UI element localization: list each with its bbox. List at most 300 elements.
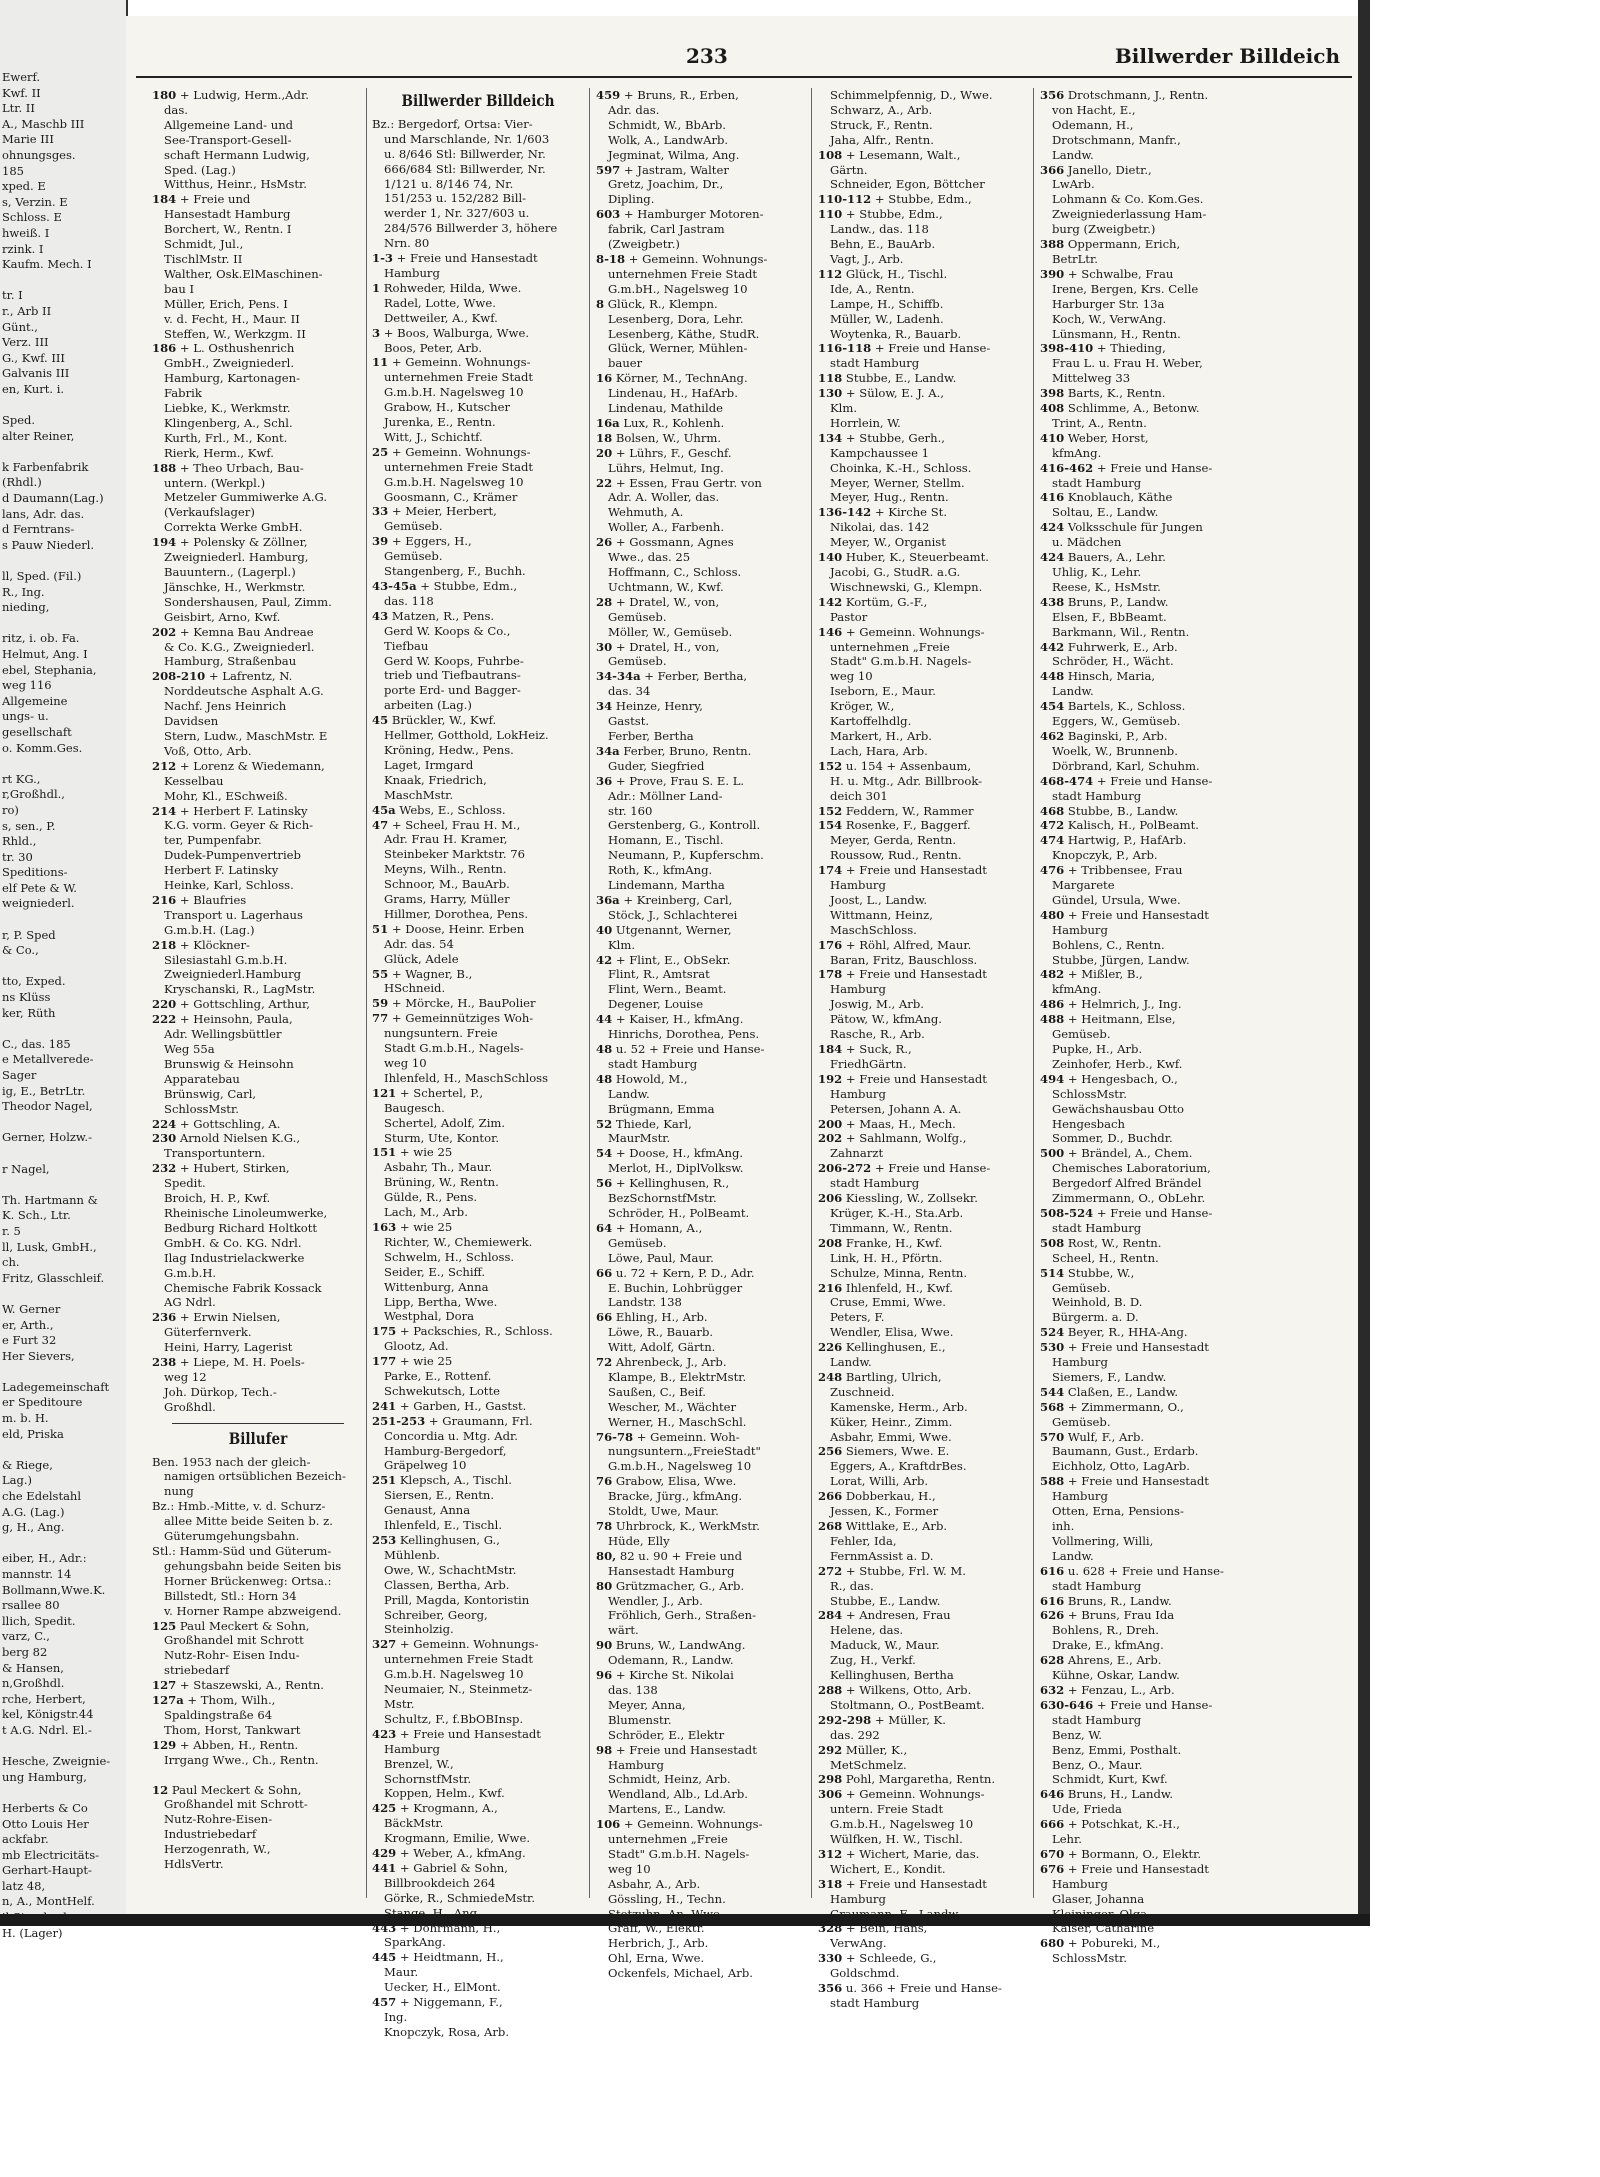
resident-line: Concordia u. Mtg. Adr. (384, 1428, 518, 1443)
house-entry (1040, 699, 1252, 714)
house-entry (372, 251, 584, 266)
left-page-fragment (0, 0, 128, 1940)
resident-line: Adr. das. 54 (384, 936, 454, 951)
house-entry (152, 1544, 364, 1559)
resident-line: das. 138 (608, 1682, 658, 1697)
resident-line: G.m.b.H. (Lag.) (164, 922, 255, 937)
resident-line: Gerd W. Koops & Co., (384, 623, 511, 638)
resident-line: stadt Hamburg (1052, 1712, 1142, 1727)
resident-line: Schimmelpfennig, D., Wwe. (830, 88, 993, 102)
resident-line: stadt Hamburg (830, 1996, 920, 2010)
margin-line: ritz, i. ob. Fa. (2, 631, 80, 646)
house-number: 266 (818, 1489, 843, 1504)
resident-line: Ing. (384, 2010, 408, 2024)
resident-line: Bürgerm. a. D. (1052, 1310, 1139, 1325)
margin-line: s Pauw Niederl. (2, 537, 95, 552)
resident-line: deich 301 (830, 788, 888, 803)
resident-line: Struck, F., Rentn. (830, 117, 933, 132)
resident-line: Baugesch. (384, 1100, 445, 1115)
resident-line: untern. Freie Stadt (830, 1802, 944, 1817)
entry-text: + Stubbe, Edm., (874, 192, 972, 207)
resident-line: Maur. (384, 1965, 419, 1980)
resident-line: Wolk, A., LandwArb. (608, 132, 729, 147)
resident-line: Wichert, E., Kondit. (830, 1861, 946, 1876)
entry-text: + wie 25 (399, 1145, 453, 1160)
house-number: 268 (818, 1519, 843, 1533)
resident-line: unternehmen Freie Stadt (384, 370, 534, 385)
entry-text: Stubbe, E., Landw. (845, 371, 957, 386)
section-rule (172, 1423, 344, 1424)
resident-line: Adr. das. (608, 102, 660, 117)
margin-line: tr. I (2, 288, 23, 303)
resident-line: Scheel, H., Rentn. (1052, 1250, 1159, 1265)
house-entry (596, 1266, 808, 1281)
house-number: 8-18 (596, 251, 626, 266)
house-entry (596, 1817, 808, 1832)
margin-line: r., Arb II (2, 303, 52, 318)
resident-line: Gemüseb. (608, 654, 667, 669)
margin-line: er, Arth., (2, 1317, 54, 1332)
house-entry (1040, 1683, 1252, 1698)
resident-line: unternehmen Freie Stadt (608, 266, 758, 281)
house-number: 40 (596, 922, 613, 937)
resident-line: BezSchornstfMstr. (608, 1191, 717, 1206)
margin-line: d Ferntrans- (2, 522, 75, 537)
house-entry (596, 1519, 808, 1534)
margin-line: mb Electricitäts- (2, 1847, 100, 1862)
house-number: 298 (818, 1772, 843, 1787)
house-entry (152, 535, 364, 550)
entry-text: Rosenke, F., Baggerf. (845, 818, 971, 833)
resident-line: Cruse, Emmi, Wwe. (830, 1295, 946, 1310)
resident-line: HSchneid. (384, 981, 446, 996)
resident-line: kfmAng. (1052, 982, 1102, 997)
resident-line: burg (Zweigbetr.) (1052, 222, 1156, 237)
house-number: 366 (1040, 162, 1065, 177)
entry-text: Rost, W., Rentn. (1067, 1235, 1162, 1250)
margin-line: Allgemeine (2, 693, 68, 708)
house-entry (1040, 1236, 1252, 1251)
margin-line: ll, Sped. (Fil.) (2, 569, 82, 583)
resident-line: Güterfernverk. (164, 1325, 252, 1340)
house-number: 241 (372, 1398, 397, 1413)
house-number: 52 (596, 1116, 613, 1131)
resident-line: Seider, E., Schiff. (384, 1264, 486, 1279)
house-number: 292 (818, 1742, 843, 1757)
resident-line: Davidsen (164, 714, 219, 729)
house-number: 646 (1040, 1787, 1065, 1802)
house-number: 178 (818, 967, 843, 982)
resident-line: Hengesbach (1052, 1116, 1125, 1131)
resident-line: Laget, Irmgard (384, 757, 474, 772)
entry-text: + Essen, Frau Gertr. von (615, 475, 762, 490)
entry-text: + Wagner, B., (391, 966, 473, 981)
resident-line: Lesenberg, Käthe, StudR. (608, 326, 760, 341)
house-entry (596, 1743, 808, 1758)
house-number: 96 (596, 1668, 613, 1683)
house-entry (818, 625, 1030, 640)
resident-line: arbeiten (Lag.) (384, 698, 472, 713)
entry-text: Paul Meckert & Sohn, (171, 1782, 302, 1797)
entry-text: + Heinsohn, Paula, (179, 1012, 293, 1027)
entry-text: + Weber, A., kfmAng. (399, 1846, 526, 1861)
resident-line: G.m.b.H., Nagelsweg 10 (608, 1459, 752, 1474)
resident-line: stadt Hamburg (1052, 1578, 1142, 1593)
margin-line (2, 1536, 124, 1552)
margin-line: tto, Exped. (2, 974, 66, 989)
resident-line: Wwe., das. 25 (608, 550, 691, 565)
resident-line: Industriebedarf (164, 1827, 257, 1842)
house-entry (152, 759, 364, 774)
entry-text: Feddern, W., Rammer (845, 803, 974, 818)
resident-line: Jänschke, H., Werkmstr. (164, 579, 306, 594)
margin-line: Bollmann,Wwe.K. (2, 1582, 106, 1597)
resident-line: GmbH., Zweigniederl. (164, 356, 295, 371)
resident-line: Glück, Werner, Mühlen- (608, 341, 748, 356)
resident-line: Knopczyk, Rosa, Arb. (384, 2024, 510, 2039)
entry-text: + Gottschling, Arthur, (179, 997, 310, 1012)
resident-line: SchlossMstr. (1052, 1086, 1127, 1101)
house-entry (596, 88, 808, 103)
resident-line: Soltau, E., Landw. (1052, 505, 1159, 520)
resident-line: Uhlig, K., Lehr. (1052, 565, 1142, 579)
resident-line: Odemann, R., Landw. (608, 1653, 734, 1668)
resident-line: Grabow, H., Kutscher (384, 400, 511, 415)
house-number: 77 (372, 1011, 389, 1026)
resident-line: das. (164, 102, 188, 117)
house-entry (372, 1921, 584, 1936)
resident-line: Schwekutsch, Lotte (384, 1383, 500, 1398)
resident-line: Flint, R., Amtsrat (608, 967, 710, 982)
resident-line: Bohlens, C., Rentn. (1052, 937, 1165, 952)
resident-line: Görke, R., SchmiedeMstr. (384, 1890, 536, 1905)
resident-line: Hansestadt Hamburg (608, 1563, 735, 1578)
resident-line: Hamburg (830, 982, 886, 997)
house-entry (596, 1430, 808, 1445)
entry-text: Wittlake, E., Arb. (845, 1519, 948, 1533)
resident-line: Homann, E., Tischl. (608, 833, 724, 848)
resident-line: Kröger, W., (830, 699, 895, 714)
entry-text: + Suck, R., (845, 1042, 912, 1056)
house-number: 448 (1040, 669, 1065, 684)
margin-line: latz 48, (2, 1878, 46, 1893)
house-entry (818, 1281, 1030, 1296)
resident-line: Frau L. u. Frau H. Weber, (1052, 356, 1203, 371)
resident-line: HdlsVertr. (164, 1857, 224, 1872)
resident-line: Kaiser, Catharine (1052, 1921, 1155, 1936)
house-entry (1040, 1787, 1252, 1802)
house-entry (1040, 88, 1252, 103)
house-number: 468 (1040, 803, 1065, 818)
resident-line: Hamburg (384, 265, 440, 280)
house-number: 424 (1040, 520, 1065, 535)
house-number: 18 (596, 430, 613, 445)
house-number: 43 (372, 608, 389, 623)
house-entry (152, 1738, 364, 1753)
resident-line: Gerd W. Koops, Fuhrbe- (384, 653, 524, 668)
resident-line: Dipling. (608, 192, 655, 207)
entry-text: Huber, K., Steuerbeamt. (845, 550, 989, 565)
house-entry (152, 1161, 364, 1176)
resident-line: Hamburg-Bergedorf, (384, 1443, 507, 1458)
house-entry (372, 1414, 584, 1429)
house-entry (596, 163, 808, 178)
entry-text: Brückler, W., Kwf. (391, 713, 497, 728)
resident-line: Gemüseb. (384, 519, 443, 534)
margin-line: Gerner, Holzw.- (2, 1130, 92, 1145)
house-entry (152, 1310, 364, 1325)
house-number: 22 (596, 475, 613, 490)
house-number: 110 (818, 207, 843, 222)
entry-text: + Herbert F. Latinsky (179, 803, 308, 818)
entry-text: + Freie und Hansestadt (1067, 907, 1209, 922)
entry-text: + Doose, H., kfmAng. (615, 1146, 744, 1161)
margin-line: W. Gerner (2, 1301, 61, 1316)
house-entry (818, 1340, 1030, 1355)
entry-text: + Freie und Hanse- (1096, 1205, 1213, 1220)
margin-line: rsallee 80 (2, 1598, 60, 1613)
house-entry (152, 938, 364, 953)
house-number: 8 (596, 296, 605, 311)
house-number: 416 (1040, 490, 1065, 505)
resident-line: Thom, Horst, Tankwart (164, 1722, 301, 1737)
house-entry (152, 804, 364, 819)
entry-text: + Sülow, E. J. A., (845, 386, 945, 401)
resident-line: Jessen, K., Former (830, 1504, 939, 1519)
house-entry (152, 1768, 364, 1783)
resident-line: Billbrookdeich 264 (384, 1875, 496, 1890)
house-entry (372, 922, 584, 937)
house-number: 28 (596, 594, 613, 609)
entry-text: + Hamburger Motoren- (623, 207, 764, 222)
house-entry (1040, 267, 1252, 282)
resident-line: MaurMstr. (608, 1131, 671, 1146)
house-entry (818, 759, 1030, 774)
house-entry (818, 1191, 1030, 1206)
margin-line (2, 616, 124, 632)
margin-line: e Metallverede- (2, 1052, 94, 1067)
house-number: 180 (152, 88, 177, 102)
house-entry (818, 1236, 1030, 1251)
house-number: 443 (372, 1920, 397, 1935)
resident-line: Stangenberg, F., Buchh. (384, 564, 526, 579)
entry-text: Glück, H., Tischl. (845, 266, 948, 281)
resident-line: Schulze, Minna, Rentn. (830, 1265, 968, 1280)
house-entry (152, 1499, 364, 1514)
entry-text: Glück, R., Klempn. (607, 296, 718, 311)
house-number: 224 (152, 1116, 177, 1131)
house-number: 468-474 (1040, 773, 1094, 788)
house-entry (596, 1012, 808, 1027)
resident-line: AG Ndrl. (164, 1295, 216, 1310)
house-number: 328 (818, 1921, 843, 1936)
resident-line: Landw. (830, 1355, 872, 1370)
margin-line: llich, Spedit. (2, 1613, 76, 1628)
entry-text: Kortüm, G.-F., (845, 594, 928, 609)
resident-line: G.m.b.H., Nagelsweg 10 (830, 1817, 974, 1832)
entry-text: + Graumann, Frl. (428, 1413, 533, 1428)
resident-line: Stange, H., Ang. (384, 1905, 481, 1920)
resident-line: Saußen, C., Beif. (608, 1384, 706, 1399)
house-entry (1040, 1012, 1252, 1027)
entry-text: Baginski, P., Arb. (1067, 728, 1168, 743)
house-number: 288 (818, 1682, 843, 1697)
resident-line: Apparatebau (164, 1071, 240, 1086)
resident-line: Lindemann, Martha (608, 878, 725, 893)
resident-line: Asbahr, Th., Maur. (384, 1160, 493, 1175)
house-entry (372, 1473, 584, 1488)
house-entry (1040, 997, 1252, 1012)
entry-text: + Blaufries (179, 892, 247, 907)
resident-line: Pupke, H., Arb. (1052, 1042, 1143, 1056)
house-entry (1040, 595, 1252, 610)
margin-line: Sped. (2, 413, 36, 428)
house-entry (152, 1355, 364, 1370)
house-number: 125 (152, 1618, 177, 1633)
house-entry (818, 1519, 1030, 1534)
margin-line: o. Komm.Ges. (2, 740, 83, 755)
entry-text: + Lührs, F., Geschf. (615, 445, 732, 460)
entry-text: Howold, M., (615, 1071, 688, 1086)
house-entry (596, 297, 808, 312)
resident-line: Siemers, F., Landw. (1052, 1369, 1167, 1384)
resident-line: (Zweigbetr.) (608, 237, 680, 252)
entry-text: + Gottschling, A. (179, 1116, 281, 1131)
resident-line: BäckMstr. (384, 1816, 444, 1831)
house-number: 251-253 (372, 1413, 426, 1428)
resident-line: Heini, Harry, Lagerist (164, 1340, 293, 1355)
resident-line: Hüde, Elly (608, 1533, 670, 1548)
entry-text: Pohl, Margaretha, Rentn. (845, 1772, 996, 1787)
resident-line: Markert, H., Arb. (830, 728, 932, 743)
house-number: 356 (818, 1981, 843, 1996)
resident-line: Ockenfels, Michael, Arb. (608, 1966, 753, 1981)
house-number: 212 (152, 758, 177, 773)
resident-line: Joswig, M., Arb. (830, 997, 924, 1012)
resident-line: Stadt G.m.b.H., Nagels- (384, 1041, 524, 1056)
resident-line: FernmAssist a. D. (830, 1548, 934, 1563)
resident-line: Roussow, Rud., Rentn. (830, 848, 962, 863)
resident-line: allee Mitte beide Seiten b. z. (164, 1514, 333, 1529)
margin-line (2, 1021, 124, 1037)
resident-line: porte Erd- und Bagger- (384, 683, 521, 698)
resident-line: Ihlenfeld, H., MaschSchloss (384, 1070, 549, 1085)
resident-line: Woelk, W., Brunnenb. (1052, 743, 1178, 758)
resident-line: SparkAng. (384, 1935, 446, 1950)
resident-line: BetrLtr. (1052, 251, 1098, 266)
resident-line: Stubbe, E., Landw. (830, 1593, 941, 1608)
house-entry (596, 446, 808, 461)
resident-line: Lehr. (1052, 1832, 1082, 1847)
entry-text: + Freie und Hanse- (1096, 1697, 1213, 1712)
house-number: 508 (1040, 1235, 1065, 1250)
house-entry (818, 1131, 1030, 1146)
house-number: 152 (818, 758, 843, 773)
resident-line: Correkta Werke GmbH. (164, 520, 303, 535)
resident-line: Peters, F. (830, 1310, 885, 1325)
house-entry (818, 1787, 1030, 1802)
resident-line: Roth, K., kfmAng. (608, 863, 713, 878)
house-number: 140 (818, 550, 843, 565)
margin-line: A., Maschb III (2, 116, 85, 131)
margin-line: gesellschaft (2, 724, 72, 739)
house-number: 568 (1040, 1399, 1065, 1414)
resident-line: Wehmuth, A. (608, 505, 684, 520)
house-number: 208-210 (152, 669, 206, 684)
resident-line: Gündel, Ursula, Wwe. (1052, 892, 1181, 907)
resident-line: Küker, Heinr., Zimm. (830, 1414, 953, 1429)
margin-line: alter Reiner, (2, 428, 75, 443)
house-number: 292-298 (818, 1712, 872, 1727)
resident-line: Knaak, Friedrich, (384, 772, 487, 787)
house-number: 129 (152, 1737, 177, 1752)
resident-line: Mstr. (384, 1696, 415, 1711)
resident-line: u. 8/646 Stl: Billwerder, Nr. (384, 146, 546, 161)
house-number: 206 (818, 1191, 843, 1206)
house-number: 121 (372, 1085, 397, 1100)
resident-line: Jaha, Alfr., Rentn. (830, 132, 934, 147)
column-5 (1040, 88, 1252, 1966)
resident-line: inh. (1052, 1519, 1075, 1533)
margin-line (2, 1364, 124, 1380)
house-entry (596, 699, 808, 714)
house-number: 459 (596, 88, 621, 102)
house-entry (596, 923, 808, 938)
resident-line: Baumann, Gust., Erdarb. (1052, 1444, 1199, 1459)
resident-line: Lindenau, H., HafArb. (608, 386, 738, 401)
resident-line: SchlossMstr. (164, 1101, 239, 1116)
resident-line: Siersen, E., Rentn. (384, 1488, 495, 1503)
resident-line: 666/684 Stl: Billwerder, Nr. (384, 161, 546, 176)
resident-line: Gemüseb. (1052, 1414, 1111, 1429)
margin-line (2, 959, 124, 975)
entry-text: Kellinghusen, E., (845, 1340, 946, 1355)
resident-line: Margarete (1052, 878, 1115, 893)
resident-line: Stubbe, Jürgen, Landw. (1052, 952, 1190, 967)
entry-text: + Thieding, (1096, 341, 1166, 356)
resident-line: Brunswig & Heinsohn (164, 1056, 294, 1071)
entry-text: + Schleede, G., (845, 1951, 937, 1966)
margin-line: weigniederl. (2, 896, 75, 911)
resident-line: Müller, W., Ladenh. (830, 311, 944, 326)
resident-line: Knopczyk, P., Arb. (1052, 848, 1158, 863)
house-number: 429 (372, 1846, 397, 1861)
resident-line: Helene, das. (830, 1623, 904, 1638)
margin-line: r, P. Sped (2, 927, 56, 942)
resident-line: Schertel, Adolf, Zim. (384, 1115, 506, 1130)
house-entry (596, 1474, 808, 1489)
resident-line: Graff, W., Elektr. (608, 1921, 705, 1936)
margin-line: eld, Priska (2, 1426, 64, 1441)
resident-line: Pastor (830, 609, 868, 624)
resident-line: Landw. (1052, 1548, 1094, 1563)
margin-line (2, 444, 124, 460)
resident-line: fabrik, Carl Jastram (608, 222, 725, 237)
resident-line: Prill, Magda, Kontoristin (384, 1592, 530, 1607)
resident-line: das. 118 (384, 593, 434, 608)
margin-line: Ltr. II (2, 101, 35, 116)
entry-text: + Zimmermann, O., (1067, 1399, 1184, 1414)
house-number: 20 (596, 445, 613, 460)
resident-line: Ohl, Erna, Wwe. (608, 1951, 705, 1966)
house-number: 42 (596, 952, 613, 967)
margin-line: H. (Lager) (2, 1925, 63, 1940)
house-entry (372, 1637, 584, 1652)
resident-line: Kleininger, Olga (1052, 1906, 1148, 1921)
entry-text: Bruns, R., Landw. (1067, 1593, 1172, 1608)
resident-line: Genaust, Anna (384, 1503, 471, 1518)
entry-text: + Helmrich, J., Ing. (1067, 997, 1182, 1012)
